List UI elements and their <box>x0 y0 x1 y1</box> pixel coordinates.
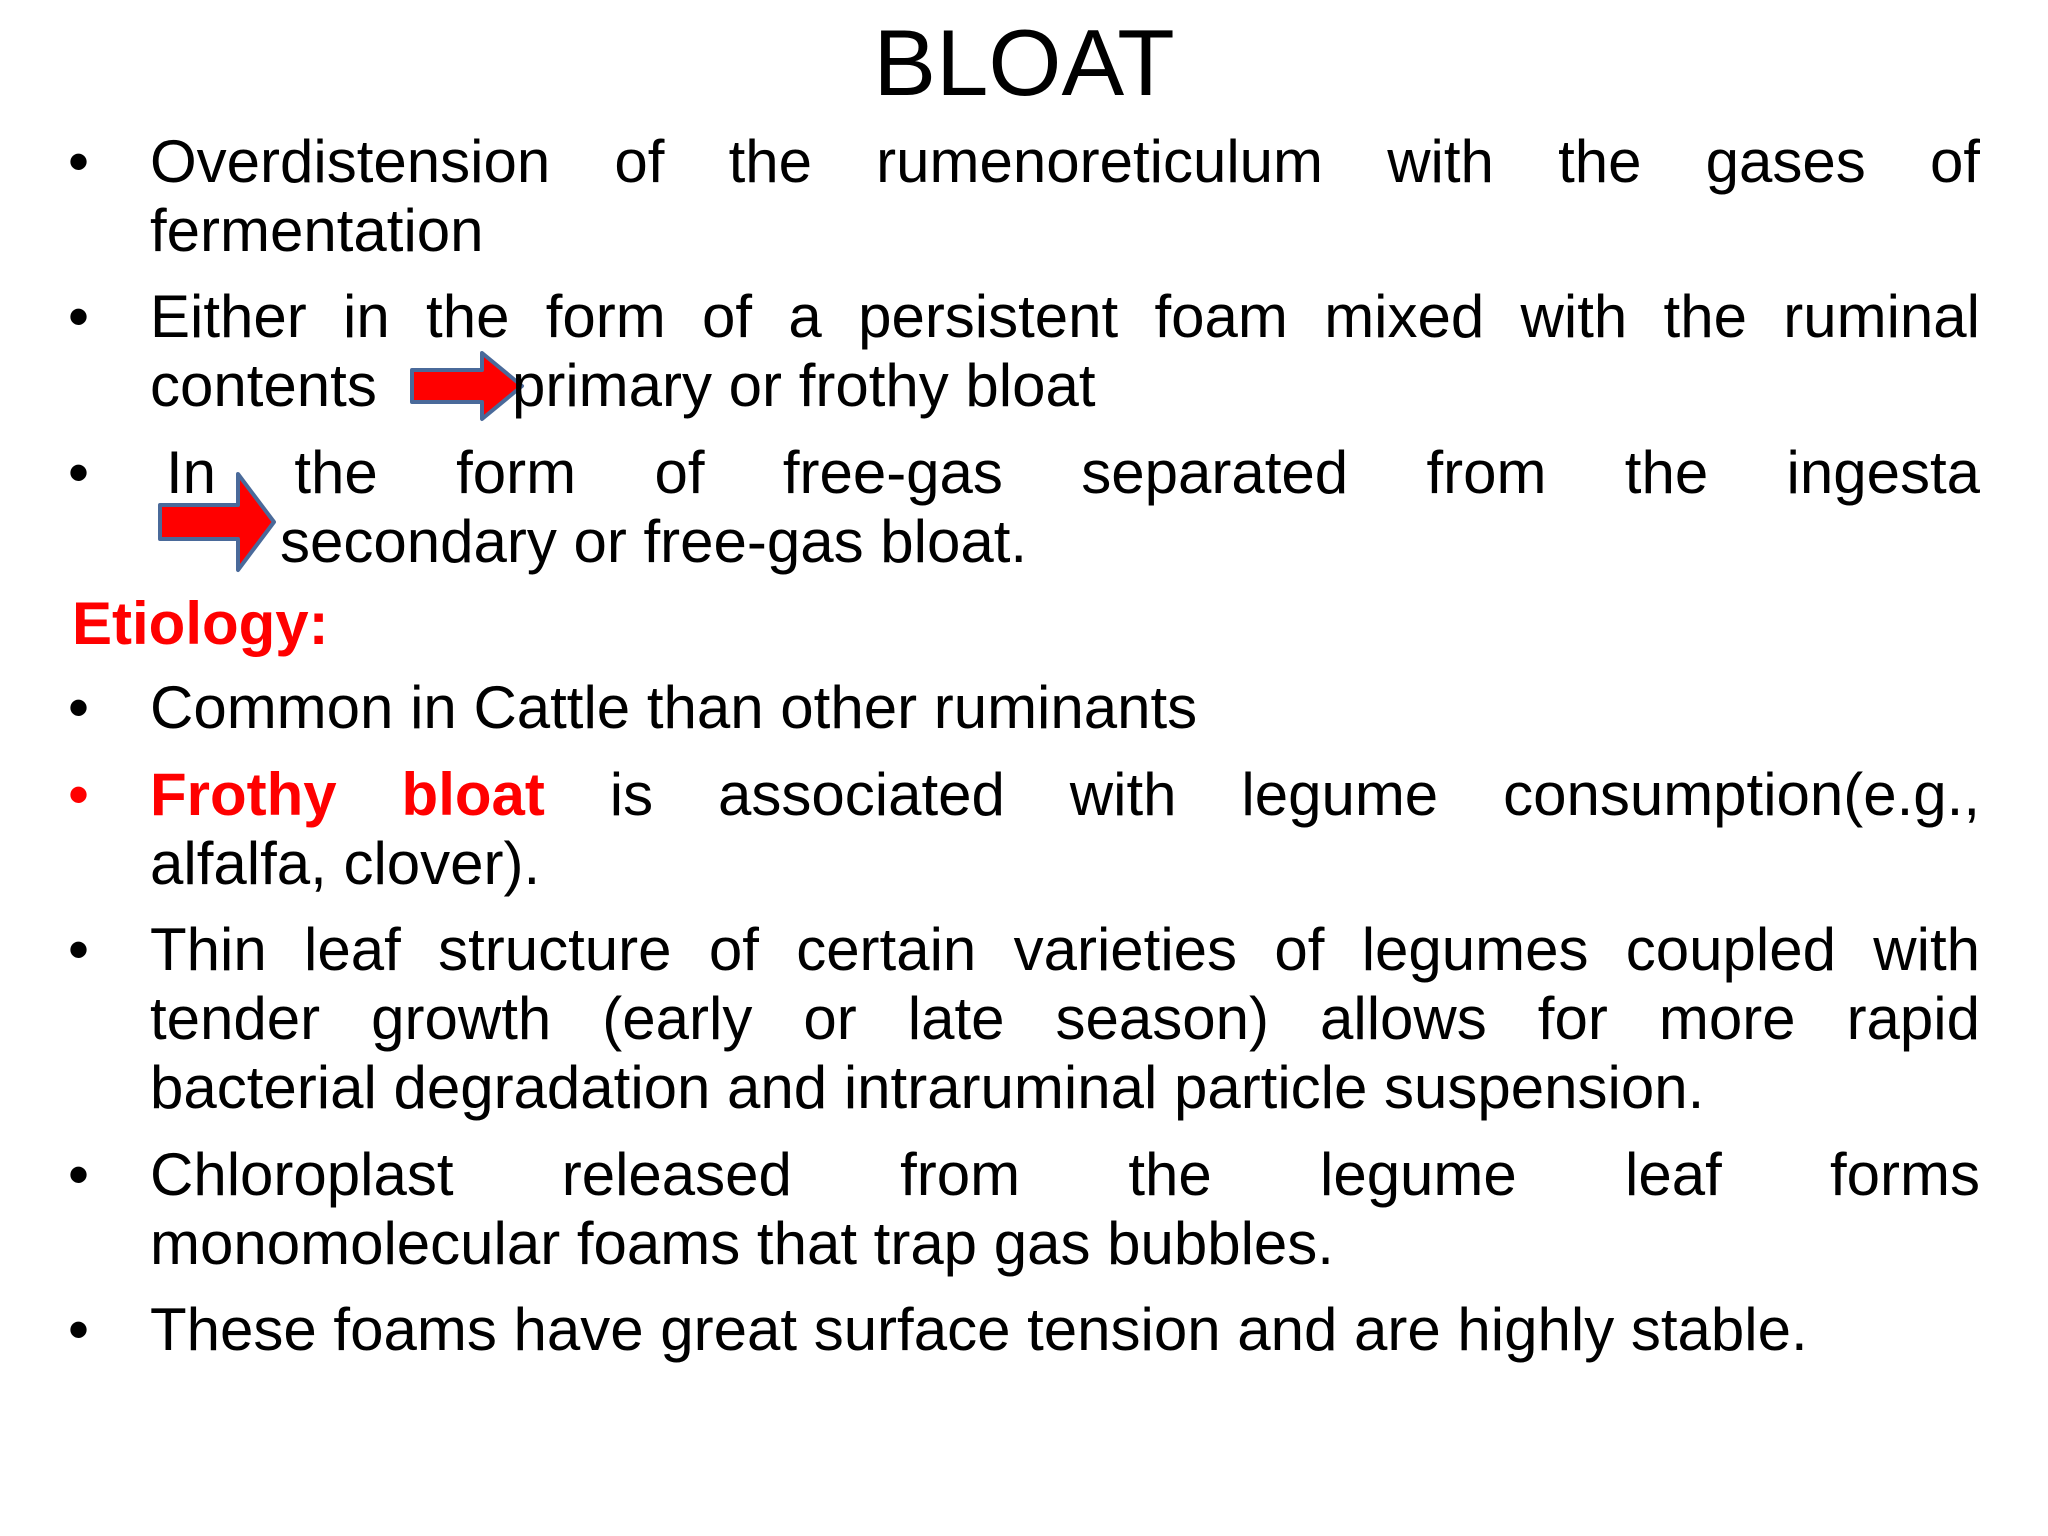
etiology-bullet-5: These foams have great surface tension and are highly stable. <box>150 1296 1808 1363</box>
bullet-marker: • <box>68 916 90 983</box>
etiology-bullet-2-line-2: alfalfa, clover). <box>150 830 541 897</box>
right-arrow-icon <box>156 470 278 574</box>
bullet-marker: • <box>68 439 90 506</box>
etiology-bullet-1: Common in Cattle than other ruminants <box>150 674 1198 741</box>
bullet-marker: • <box>68 674 90 741</box>
etiology-bullet-4-line-1: Chloroplast released from the legume leaf forms <box>150 1141 1980 1208</box>
bullet-2-line-1: Either in the form of a persistent foam mixed with the ruminal <box>150 283 1980 350</box>
bullet-2-line-2a: contents <box>150 352 377 419</box>
etiology-bullet-3-line-3: bacterial degradation and intraruminal particle suspension. <box>150 1054 1705 1121</box>
bullet-marker: • <box>68 761 90 828</box>
right-arrow-icon <box>410 350 526 422</box>
bullet-marker: • <box>68 1141 90 1208</box>
bullet-marker: • <box>68 128 90 195</box>
bullet-1-line-1: Overdistension of the rumenoreticulum with the gases of <box>150 128 1980 195</box>
bullet-marker: • <box>68 1296 90 1363</box>
etiology-heading: Etiology: <box>72 590 329 657</box>
bullet-3-line-2: secondary or free-gas bloat. <box>280 508 1028 575</box>
etiology-bullet-2-rest: is associated with legume consumption(e.g., <box>544 761 1980 828</box>
frothy-bloat-emphasis: Frothy bloat <box>150 761 545 828</box>
etiology-bullet-2-line-1 <box>150 760 1980 830</box>
bullet-2-line-2b: primary or frothy bloat <box>512 352 1096 419</box>
etiology-bullet-4-line-2: monomolecular foams that trap gas bubbles. <box>150 1210 1334 1277</box>
bullet-marker: • <box>68 283 90 350</box>
etiology-bullet-3-line-2: tender growth (early or late season) allows for more rapid <box>150 985 1980 1052</box>
bullet-3-line-1: In the form of free-gas separated from the ingesta <box>166 439 1980 506</box>
bullet-1-line-2: fermentation <box>150 197 484 264</box>
etiology-bullet-3-line-1: Thin leaf structure of certain varieties of legumes coupled with <box>150 916 1980 983</box>
slide-title: BLOAT <box>873 10 1175 115</box>
